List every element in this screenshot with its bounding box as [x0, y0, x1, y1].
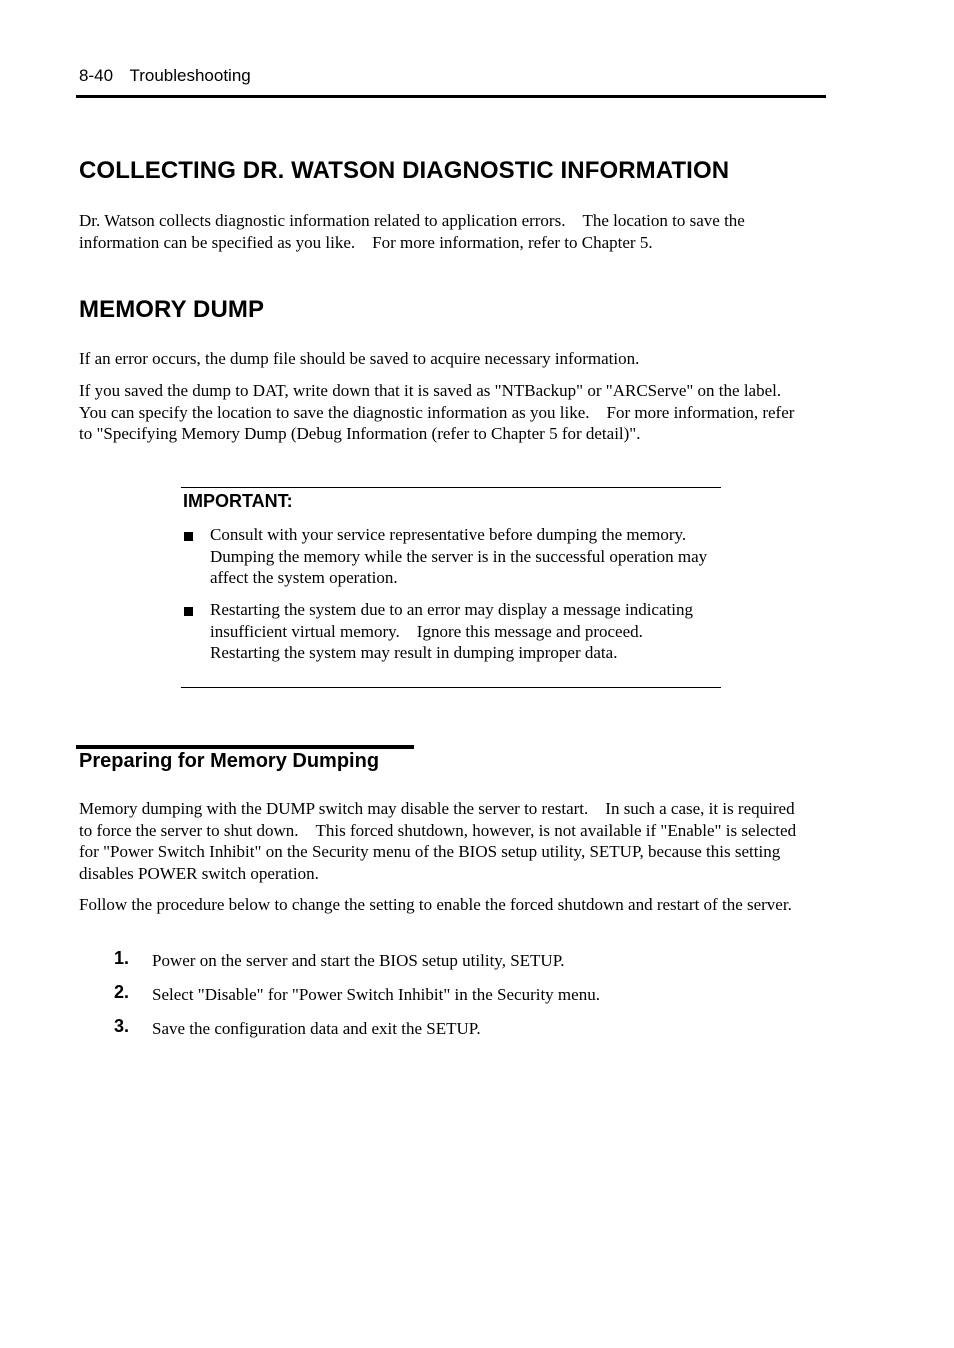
memory-dump-paragraph-2: If you saved the dump to DAT, write down that it is saved as "NTBackup" or "ARCServe" on the label. You can specify the location to save the diagnostic information as you like. For more information, refer to "Specifying Memory Dump (Debug Information (refer to Chapter 5 for detail)". [79, 381, 799, 443]
dr-watson-paragraph: Dr. Watson collects diagnostic information related to application errors. The location to save the information can be specified as you like. For more information, refer to Chapter 5. [79, 211, 745, 252]
important-title: IMPORTANT: [183, 491, 293, 511]
step-text: Select "Disable" for "Power Switch Inhibit" in the Security menu. [152, 985, 600, 1004]
step-number: 2. [114, 982, 130, 1002]
preparing-paragraph-1: Memory dumping with the DUMP switch may disable the server to restart. In such a case, it is required to force the server to shut down. This forced shutdown, however, is not available if "Enable" is selected for "Power Switch Inhibit" on the Security menu of the BIOS setup utility, SETUP, because this setting disables POWER switch operation. [79, 799, 797, 883]
important-item-text: Restarting the system due to an error may display a message indicating insufficient virtual memory. Ignore this message and proceed. Restarting the system may result in dumping improper data. [210, 600, 693, 662]
dr-watson-heading: COLLECTING DR. WATSON DIAGNOSTIC INFORMATION [79, 157, 730, 184]
important-box [181, 487, 721, 688]
preparing-heading: Preparing for Memory Dumping [79, 750, 380, 772]
running-header [79, 66, 251, 86]
square-bullet-icon [184, 532, 193, 541]
header-rule [76, 95, 826, 98]
memory-dump-paragraph-1: If an error occurs, the dump file should be saved to acquire necessary information. [79, 349, 640, 368]
step-text: Save the configuration data and exit the SETUP. [152, 1019, 481, 1038]
step-text: Power on the server and start the BIOS setup utility, SETUP. [152, 951, 565, 970]
subheading-rule [76, 745, 414, 749]
square-bullet-icon [184, 607, 193, 616]
step-number: 3. [114, 1016, 130, 1036]
chapter-title: Troubleshooting [129, 66, 251, 85]
step-number: 1. [114, 948, 130, 968]
preparing-paragraph-2: Follow the procedure below to change the setting to enable the forced shutdown and restart of the server. [79, 895, 792, 914]
page-number: 8-40 [79, 66, 114, 85]
memory-dump-heading: MEMORY DUMP [79, 296, 265, 323]
important-item-text: Consult with your service representative before dumping the memory. Dumping the memory while the server is in the successful operation may affect the system operation. [210, 525, 708, 587]
